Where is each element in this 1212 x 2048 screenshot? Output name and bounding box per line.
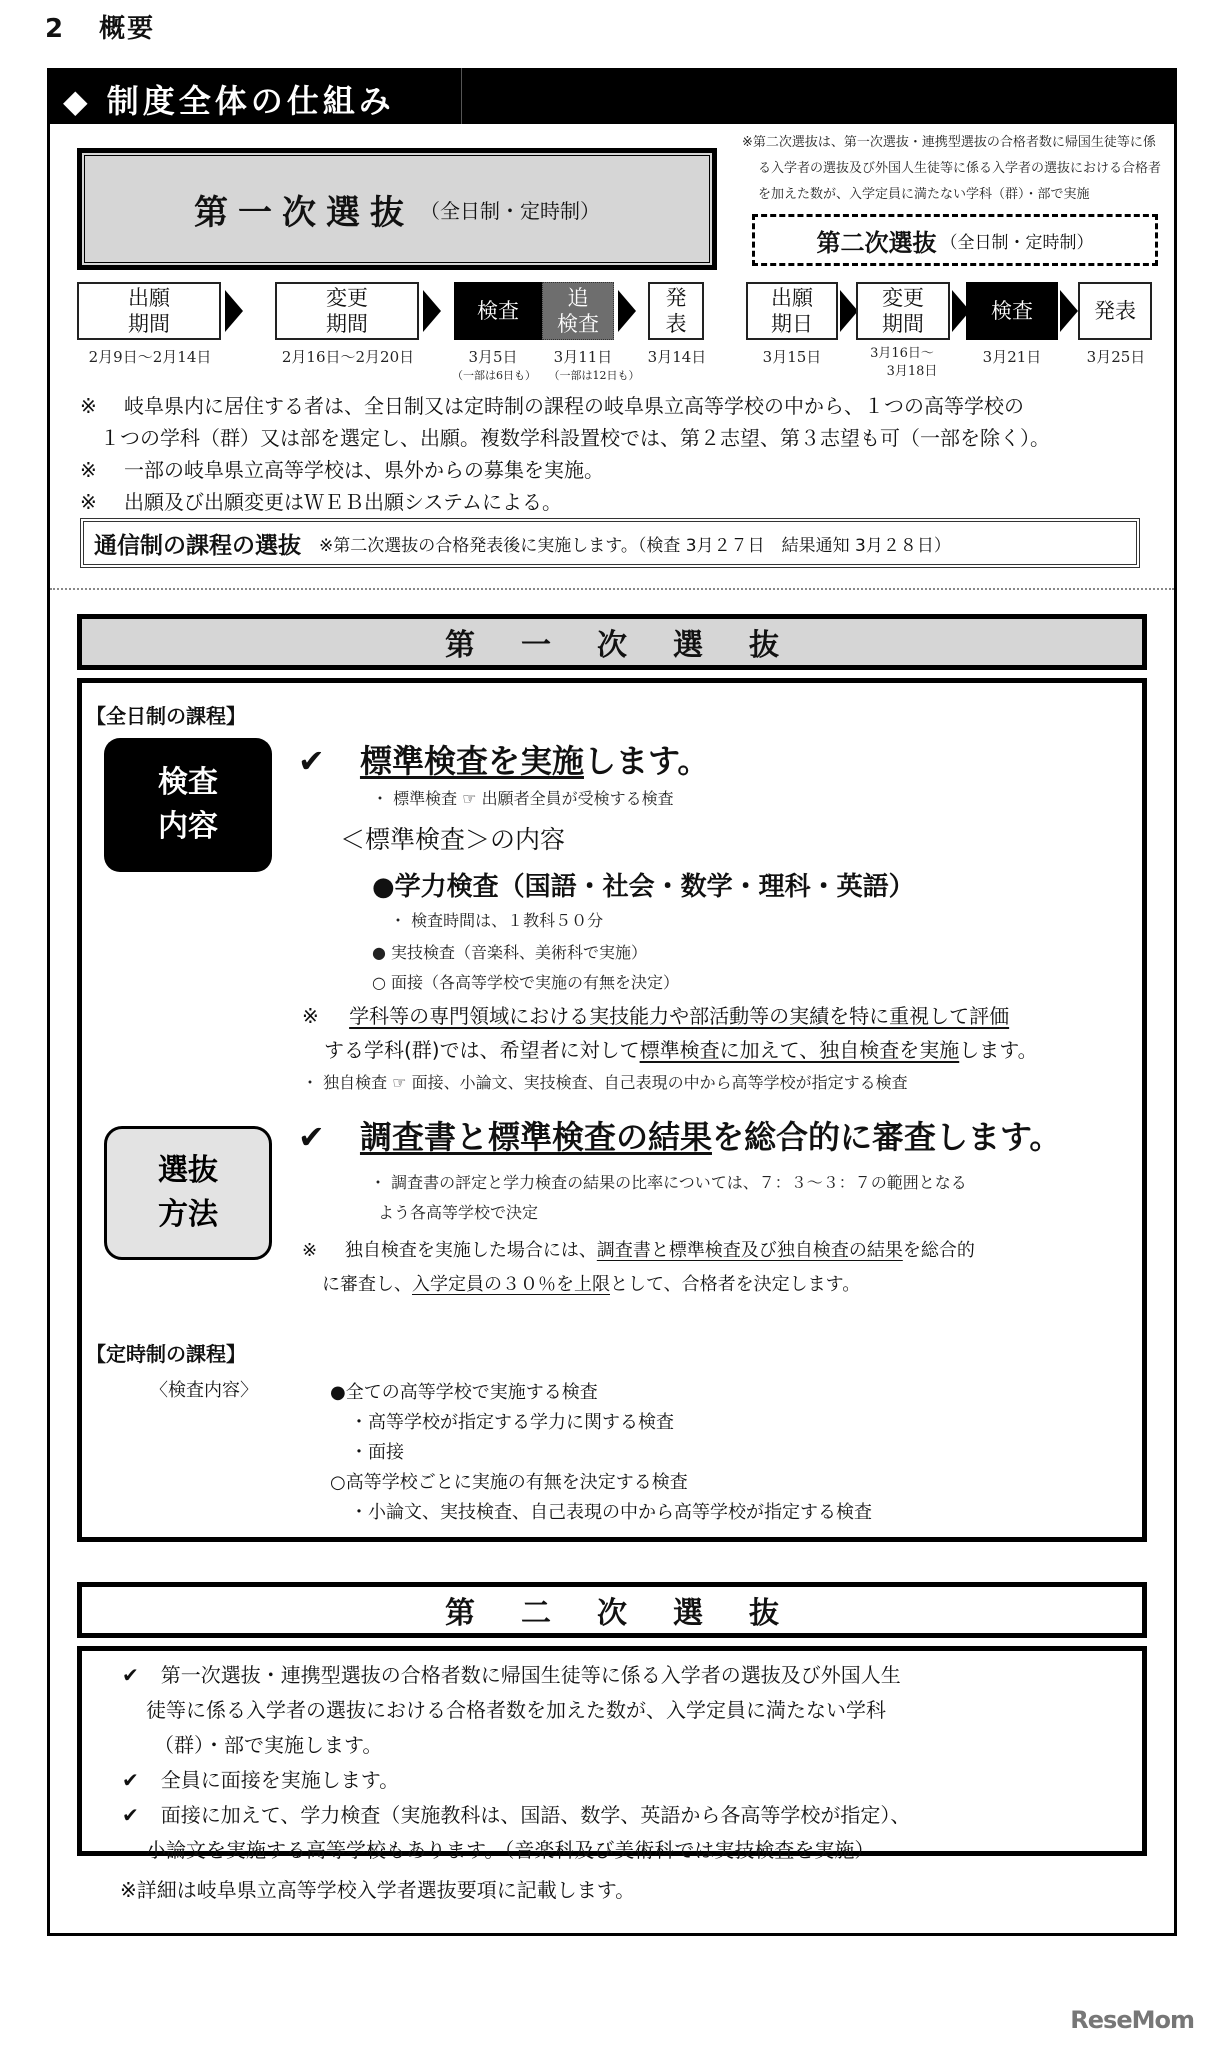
correspondence-note: ※第二次選抜の合格発表後に実施します。（検査 3月２７日 結果通知 3月２８日）: [319, 535, 951, 556]
second-selection-header: [752, 214, 1158, 266]
check-icon: ✔: [122, 1768, 139, 1792]
system-title-bar: [47, 68, 1177, 124]
first-selection-sub: （全日制・定時制）: [420, 198, 600, 223]
check-icon: ✔: [122, 1663, 139, 1687]
exam-content-tag: 検査 内容: [104, 738, 272, 872]
parttime-item: ・小論文、実技検査、自己表現の中から高等学校が指定する検査: [350, 1502, 872, 1523]
second-selection-sub: （全日制・定時制）: [940, 232, 1094, 253]
check-icon: ✔: [298, 1118, 325, 1156]
step-change-period: 変更 期間: [275, 282, 419, 340]
second-selection-note: [742, 130, 1162, 208]
note-line: を加えた数が、入学定員に満たない学科（群）・部で実施: [758, 187, 1090, 202]
check-icon: ✔: [298, 742, 325, 780]
step-date: 2月9日～2月14日: [88, 348, 212, 366]
method-headline: ✔ 調査書と標準検査の結果を総合的に審査します。: [298, 1118, 1062, 1156]
parttime-item: ・高等学校が指定する学力に関する検査: [350, 1412, 674, 1433]
system-title: ◆ 制度全体の仕組み: [63, 82, 395, 120]
step-date: 3月5日: [468, 348, 518, 366]
parttime-item: ○高等学校ごとに実施の有無を決定する検査: [330, 1472, 688, 1493]
arrow-icon: [618, 290, 636, 332]
note-line: ※第二次選抜は、第一次選抜・連携型選抜の合格者数に帰国生徒等に係: [742, 135, 1156, 150]
list-item: ✔ 全員に面接を実施します。: [122, 1768, 400, 1792]
details-footnote: ※詳細は岐阜県立高等学校入学者選抜要項に記載します。: [120, 1878, 636, 1902]
special-note-line2: する学科(群)では、希望者に対して標準検査に加えて、独自検査を実施します。: [324, 1038, 1038, 1062]
step-subdate: （一部は6日も）: [452, 369, 536, 382]
step-subdate: （一部は12日も）: [548, 369, 640, 382]
method-note-line2: に審査し、入学定員の３０％を上限として、合格者を決定します。: [322, 1274, 861, 1295]
step-application-date: 出願 期日: [746, 282, 838, 340]
title-divider: [461, 68, 462, 124]
first-selection-banner: 第一次選抜: [77, 614, 1147, 670]
step-change-period-2: 変更 期間: [856, 282, 950, 340]
page-heading: [45, 8, 155, 45]
notes: ※ 岐阜県内に居住する者は、全日制又は定時制の課程の岐阜県立高等学校の中から、１つの高等学校の １つの学科（群）又は部を選定し、出願。複数学科設置校では、第２志望、第３志望も可（一部を除く）。 ※ 一部の岐阜県立高等学校は、県外からの募集を実施。 ※ 出願及び出願変更はＷＥＢ出願システムによる。: [80, 390, 1170, 518]
standard-exam-definition: ・ 標準検査 ☞ 出願者全員が受検する検査: [372, 789, 674, 808]
step-application-period: 出願 期間: [77, 282, 221, 340]
fulltime-label: 【全日制の課程】: [86, 704, 246, 728]
list-item: ✔ 面接に加えて、学力検査（実施教科は、国語、数学、英語から各高等学校が指定）、: [122, 1803, 911, 1827]
practical-exam: ● 実技検査（音楽科、美術科で実施）: [372, 943, 648, 962]
step-date: 3月15日: [762, 348, 822, 366]
note-line: る入学者の選抜及び外国人生徒等に係る入学者の選抜における合格者: [758, 161, 1162, 176]
second-selection-items: ✔ 第一次選抜・連携型選抜の合格者数に帰国生徒等に係る入学者の選抜及び外国人生 徒等に係る入学者の選抜における合格者数を加えた数が、入学定員に満たない学科 （群）・部で実施します。 ✔ 全員に面接を実施します。 ✔ 面接に加えて、学力検査（実施教科は、国語、数学、英語から各高等学校が指定）、 小論文を実施する高等学校もあります。（音楽科及び美術科では実技検査を実施）: [122, 1658, 1142, 1868]
first-selection-title: 第一次選抜: [194, 192, 414, 233]
dotted-divider: [50, 588, 1174, 590]
parttime-item: ●全ての高等学校で実施する検査: [330, 1382, 598, 1403]
special-note: ※ 学科等の専門領域における実技能力や部活動等の実績を特に重視して評価: [302, 1004, 1010, 1028]
parttime-label: 【定時制の課程】: [86, 1342, 246, 1366]
parttime-exam-label: 〈検査内容〉: [150, 1380, 258, 1401]
step-date: 3月21日: [982, 348, 1042, 366]
step-date: 3月11日: [553, 348, 613, 366]
arrow-icon: [423, 290, 441, 332]
standard-exam-contents-title: ＜標準検査＞の内容: [340, 825, 566, 854]
parttime-item: ・面接: [350, 1442, 404, 1463]
interview: ○ 面接（各高等学校で実施の有無を決定）: [372, 973, 680, 992]
note-continuation: １つの学科（群）又は部を選定し、出願。複数学科設置校では、第２志望、第３志望も可（一部を除く）。: [100, 426, 1050, 450]
list-item: ✔ 第一次選抜・連携型選抜の合格者数に帰国生徒等に係る入学者の選抜及び外国人生: [122, 1663, 901, 1687]
section-title: 概要: [99, 14, 156, 44]
ratio-note-line2: よう各高等学校で決定: [378, 1203, 539, 1222]
step-date: 2月16日～2月20日: [281, 348, 415, 366]
own-exam-definition: ・ 独自検査 ☞ 面接、小論文、実技検査、自己表現の中から高等学校が指定する検査: [302, 1073, 908, 1092]
step-announcement: 発 表: [648, 282, 704, 340]
step-makeup-exam: 追 検査: [542, 282, 614, 340]
academic-exam: ●学力検査（国語・社会・数学・理科・英語）: [372, 872, 915, 902]
arrow-icon: [225, 290, 243, 332]
first-selection-header: [77, 148, 717, 270]
step-date: 3月16日～: [870, 346, 934, 361]
selection-method-tag: 選抜 方法: [104, 1126, 272, 1260]
section-number: 2: [45, 14, 66, 44]
correspondence-title: 通信制の課程の選抜: [94, 532, 301, 559]
step-date: 3月25日: [1086, 348, 1146, 366]
second-selection-title: 第二次選抜: [816, 228, 937, 257]
step-announcement-2: 発表: [1078, 282, 1152, 340]
academic-exam-time: ・ 検査時間は、１教科５０分: [390, 911, 604, 930]
ratio-note: ・ 調査書の評定と学力検査の結果の比率については、７：３～３：７の範囲となる: [370, 1173, 967, 1192]
step-exam-2: 検査: [966, 282, 1058, 340]
step-date: 3月14日: [647, 348, 707, 366]
exam-headline: ✔ 標準検査を実施します。: [298, 742, 710, 780]
check-icon: ✔: [122, 1803, 139, 1827]
resemom-logo: ReseMom: [1070, 2006, 1194, 2034]
method-note: ※ 独自検査を実施した場合には、調査書と標準検査及び独自検査の結果を総合的: [302, 1240, 975, 1261]
correspondence-course-box: [80, 518, 1140, 568]
step-date: 3月18日: [886, 364, 938, 379]
second-selection-banner: 第二次選抜: [77, 1582, 1147, 1638]
step-exam: 検査: [454, 282, 542, 340]
arrow-icon: [1060, 290, 1078, 332]
